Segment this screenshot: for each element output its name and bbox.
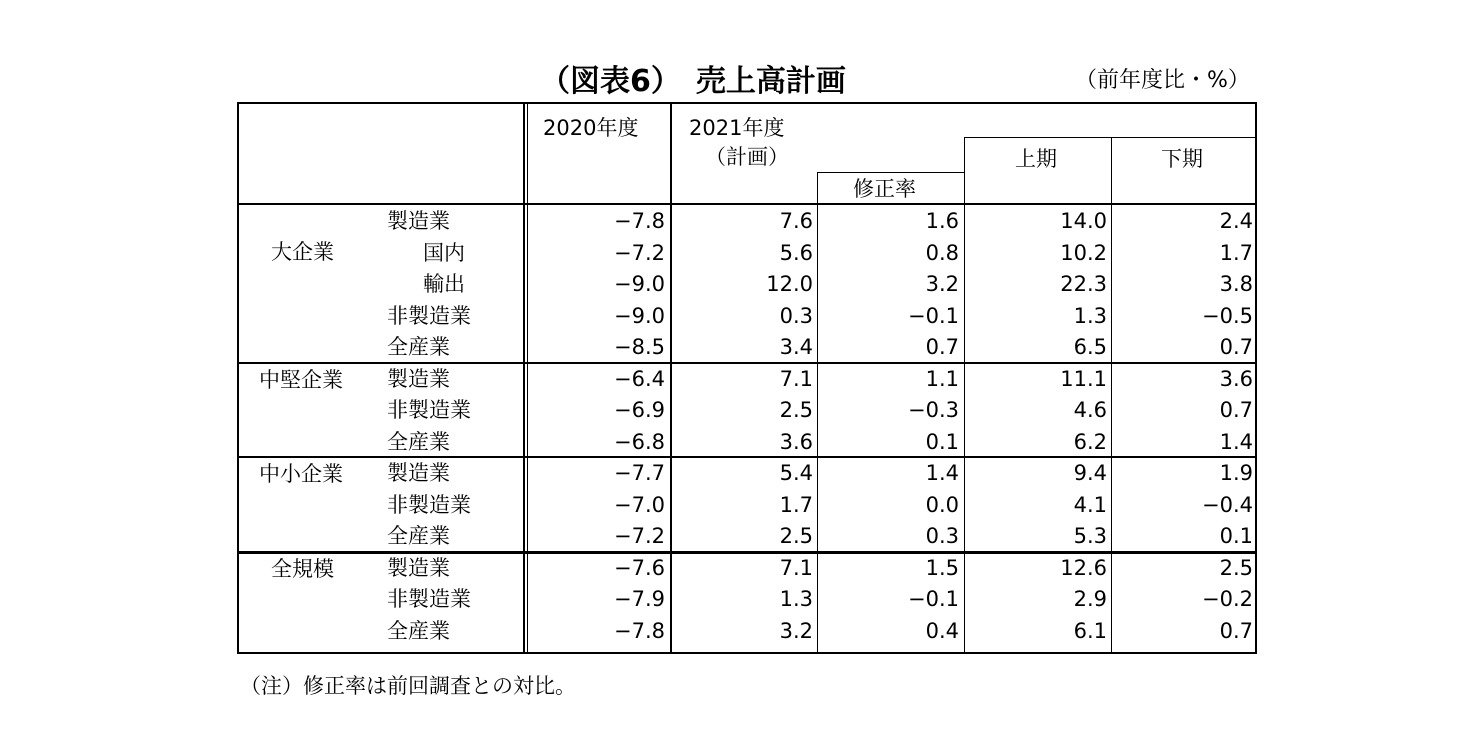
- row-label: 全産業: [387, 524, 450, 548]
- divider-label-col: [523, 104, 525, 652]
- value-first-half: 11.1: [1060, 366, 1107, 391]
- row-label: 全産業: [387, 618, 450, 643]
- value-second-half: 0.7: [1219, 335, 1253, 359]
- header-plan: （計画）: [705, 145, 789, 169]
- row-label: 製造業: [387, 366, 450, 391]
- value-fy2021: 7.1: [779, 555, 813, 580]
- sales-plan-table: [237, 102, 1257, 654]
- group-label: 中堅企業: [259, 367, 343, 392]
- value-fy2021: 3.4: [779, 335, 813, 359]
- value-fy2021: 3.2: [779, 618, 813, 643]
- value-first-half: 10.2: [1060, 240, 1107, 265]
- value-first-half: 12.6: [1060, 555, 1107, 580]
- value-fy2020: −9.0: [614, 303, 665, 328]
- value-fy2021: 3.6: [779, 429, 813, 454]
- value-fy2021: 2.5: [779, 398, 813, 422]
- value-fy2021: 12.0: [766, 272, 813, 296]
- value-fy2020: −8.5: [614, 335, 665, 359]
- row-label: 全産業: [387, 429, 450, 454]
- value-revision: −0.1: [908, 587, 959, 611]
- value-fy2021: 1.7: [779, 492, 813, 517]
- divider-first-half: [1111, 137, 1112, 652]
- value-fy2020: −7.8: [614, 618, 665, 643]
- group-label: 中小企業: [259, 462, 343, 486]
- value-fy2020: −6.4: [614, 366, 665, 391]
- value-first-half: 6.5: [1073, 335, 1107, 359]
- value-fy2021: 5.4: [779, 461, 813, 485]
- value-second-half: 0.1: [1219, 524, 1253, 548]
- row-label: 製造業: [387, 555, 450, 580]
- value-second-half: 1.7: [1219, 240, 1253, 265]
- header-half-line: [964, 137, 1255, 138]
- header-divider: [239, 203, 1255, 205]
- value-revision: 0.0: [925, 492, 959, 517]
- value-revision: 1.4: [925, 461, 959, 485]
- value-first-half: 6.2: [1073, 429, 1107, 454]
- value-fy2020: −7.7: [614, 461, 665, 485]
- value-first-half: 22.3: [1060, 272, 1107, 296]
- value-fy2020: −9.0: [614, 272, 665, 296]
- value-revision: −0.3: [908, 398, 959, 422]
- divider-label-col-double: [527, 104, 528, 652]
- divider-revision: [964, 137, 965, 652]
- row-label: 輸出: [423, 272, 465, 296]
- value-revision: 3.2: [925, 272, 959, 296]
- row-label: 非製造業: [387, 587, 471, 611]
- value-fy2021: 1.3: [779, 587, 813, 611]
- row-label: 全産業: [387, 335, 450, 359]
- divider-fy2021: [817, 172, 818, 652]
- row-label: 非製造業: [387, 303, 471, 328]
- value-revision: 1.6: [925, 209, 959, 233]
- value-revision: 0.7: [925, 335, 959, 359]
- value-fy2020: −6.9: [614, 398, 665, 422]
- value-revision: 0.4: [925, 618, 959, 643]
- group-label: 大企業: [271, 240, 334, 264]
- value-fy2021: 5.6: [779, 240, 813, 265]
- value-second-half: 2.4: [1219, 209, 1253, 233]
- value-first-half: 2.9: [1073, 587, 1107, 611]
- value-revision: 0.3: [925, 524, 959, 548]
- value-second-half: 1.9: [1219, 461, 1253, 485]
- footnote: （注）修正率は前回調査との対比。: [240, 674, 576, 698]
- value-revision: −0.1: [908, 303, 959, 328]
- divider-fy2020: [670, 104, 672, 652]
- header-first-half: 上期: [1015, 147, 1057, 171]
- value-fy2020: −6.8: [614, 429, 665, 454]
- row-label: 製造業: [387, 461, 450, 485]
- value-fy2020: −7.2: [614, 240, 665, 265]
- value-first-half: 1.3: [1073, 303, 1107, 328]
- value-revision: 1.5: [925, 555, 959, 580]
- value-first-half: 4.1: [1073, 492, 1107, 517]
- header-second-half: 下期: [1161, 147, 1203, 171]
- value-second-half: 3.6: [1219, 366, 1253, 391]
- value-second-half: −0.2: [1202, 587, 1253, 611]
- value-first-half: 9.4: [1073, 461, 1107, 485]
- value-second-half: 0.7: [1219, 618, 1253, 643]
- value-second-half: −0.5: [1202, 303, 1253, 328]
- value-revision: 0.8: [925, 240, 959, 265]
- value-revision: 1.1: [925, 366, 959, 391]
- value-first-half: 14.0: [1060, 209, 1107, 233]
- header-fy2020: 2020年度: [543, 116, 639, 140]
- value-first-half: 4.6: [1073, 398, 1107, 422]
- group-label: 全規模: [271, 556, 334, 581]
- value-second-half: 1.4: [1219, 429, 1253, 454]
- value-second-half: −0.4: [1202, 492, 1253, 517]
- value-fy2021: 2.5: [779, 524, 813, 548]
- value-fy2021: 7.1: [779, 366, 813, 391]
- header-fy2021: 2021年度: [689, 116, 785, 140]
- row-label: 非製造業: [387, 492, 471, 517]
- value-first-half: 5.3: [1073, 524, 1107, 548]
- row-label: 製造業: [387, 209, 450, 233]
- row-label: 国内: [423, 240, 465, 265]
- row-label: 非製造業: [387, 398, 471, 422]
- value-second-half: 2.5: [1219, 555, 1253, 580]
- value-first-half: 6.1: [1073, 618, 1107, 643]
- value-fy2020: −7.9: [614, 587, 665, 611]
- value-second-half: 3.8: [1219, 272, 1253, 296]
- header-revision-line: [817, 172, 964, 173]
- value-second-half: 0.7: [1219, 398, 1253, 422]
- value-fy2021: 7.6: [779, 209, 813, 233]
- table-title: （図表6） 売上高計画: [540, 64, 846, 99]
- value-fy2020: −7.0: [614, 492, 665, 517]
- value-fy2020: −7.2: [614, 524, 665, 548]
- value-fy2020: −7.8: [614, 209, 665, 233]
- value-revision: 0.1: [925, 429, 959, 454]
- value-fy2020: −7.6: [614, 555, 665, 580]
- header-revision: 修正率: [853, 177, 916, 201]
- unit-label: （前年度比・%）: [1075, 68, 1250, 93]
- value-fy2021: 0.3: [779, 303, 813, 328]
